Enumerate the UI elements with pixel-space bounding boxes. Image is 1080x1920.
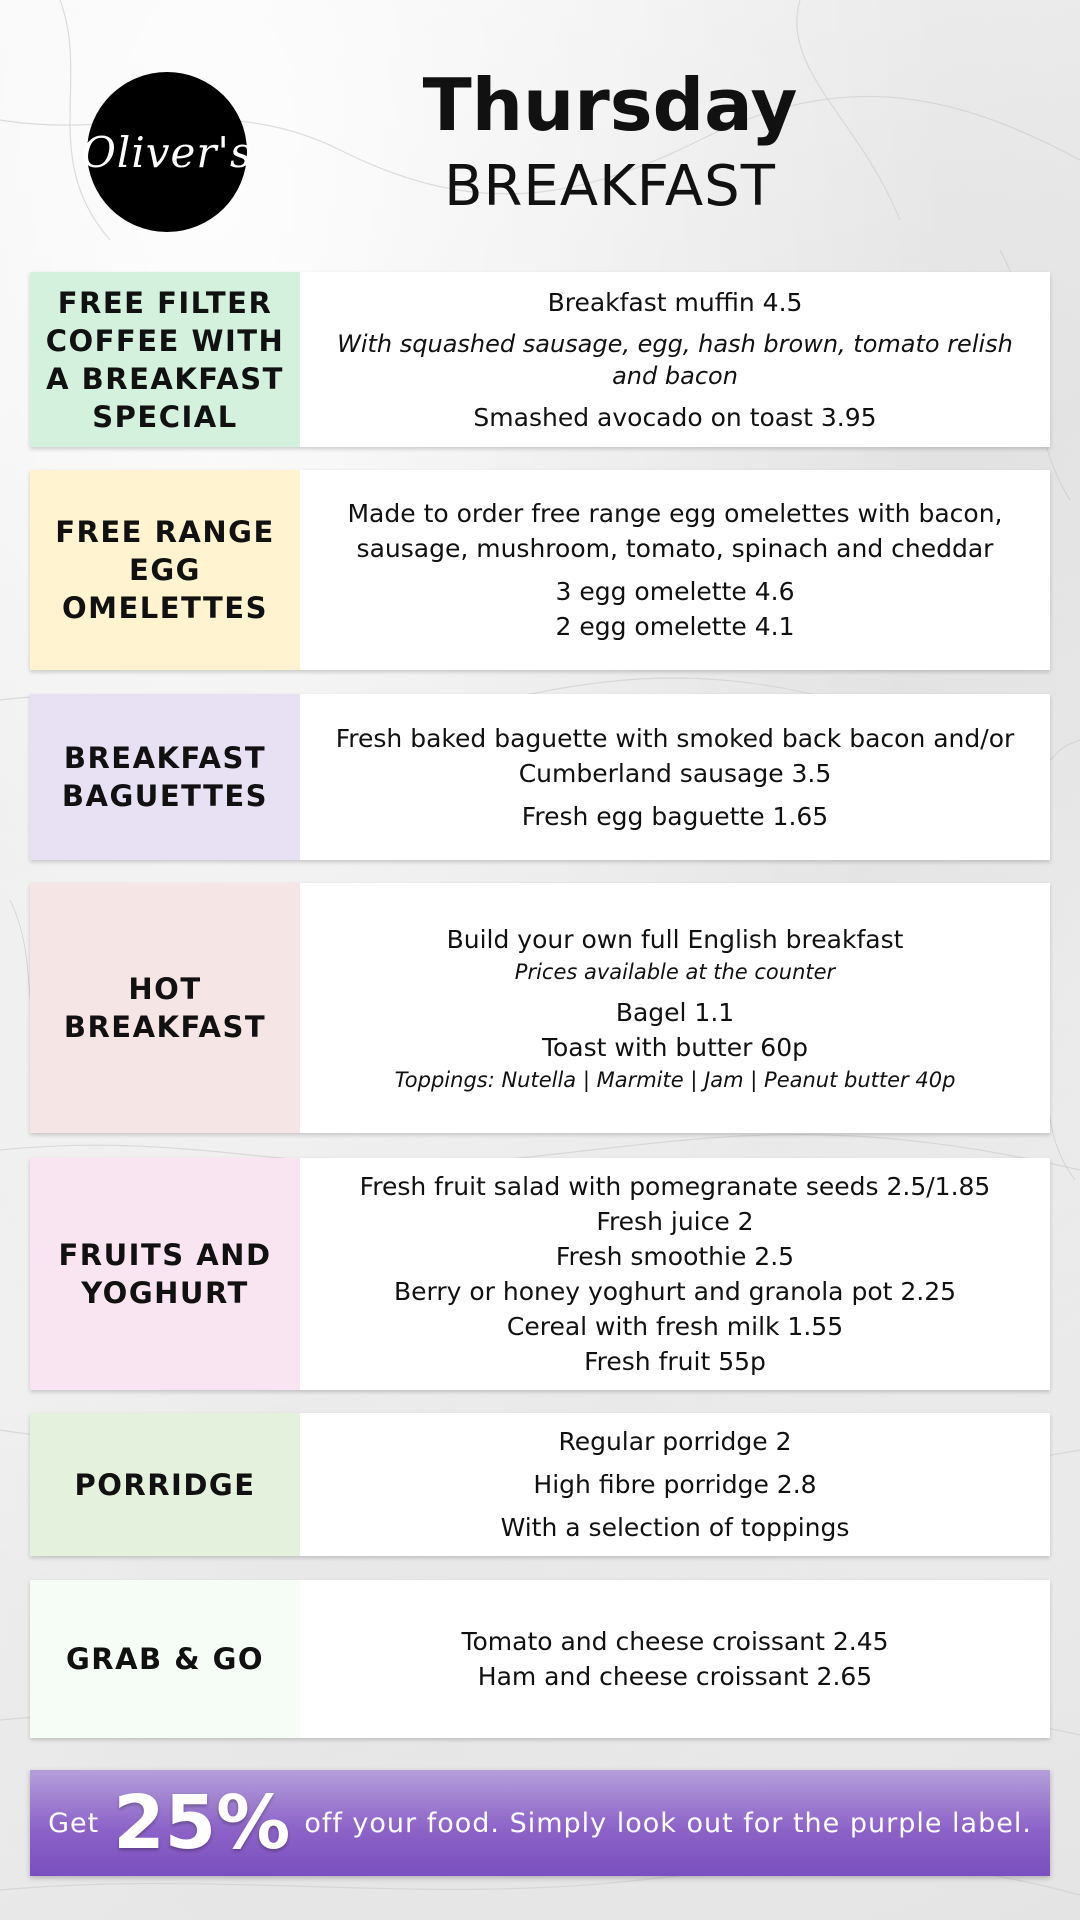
category-items [300,694,1050,860]
menu-item: High fibre porridge 2.8 [533,1470,817,1499]
category-items [300,272,1050,447]
menu-item: Tomato and cheese croissant 2.45 [461,1627,889,1656]
menu-item: Ham and cheese croissant 2.65 [477,1662,873,1691]
menu-section-baguettes [30,694,1050,860]
category-items [300,883,1050,1133]
menu-item: Fresh egg baguette 1.65 [521,801,829,831]
menu-section-hot-breakfast [30,883,1050,1133]
menu-item: Bagel 1.1 [615,997,735,1027]
promo-pre-text: Get [48,1807,100,1839]
menu-item: Fresh fruit salad with pomegranate seeds 2.5/1.85 [359,1172,991,1201]
category-label: PORRIDGE [30,1413,300,1556]
menu-item: 2 egg omelette 4.1 [555,612,795,641]
promo-post-text: off your food. Simply look out for the purple label. [304,1807,1032,1839]
menu-item: Fresh baked baguette with smoked back bacon and/or Cumberland sausage 3.5 [335,723,1015,788]
menu-section-porridge [30,1413,1050,1556]
menu-item: Berry or honey yoghurt and granola pot 2.25 [393,1277,957,1306]
day-title: Thursday [422,63,798,147]
item-note: Prices available at the counter [514,959,836,984]
category-items [300,1413,1050,1556]
menu-item: Build your own full English breakfast [446,924,904,954]
brand-logo: Oliver's [87,72,247,232]
menu-item: Cereal with fresh milk 1.55 [506,1312,844,1341]
category-items [300,1580,1050,1738]
menu-item: 3 egg omelette 4.6 [555,577,795,606]
item-description: Made to order free range egg omelettes with bacon, sausage, mushroom, tomato, spinach and cheddar [347,499,1003,563]
category-label: HOT BREAKFAST [30,883,300,1133]
item-note: With a selection of toppings [500,1513,850,1542]
menu-section-free-filter-coffee [30,272,1050,447]
menu-section-grab-and-go [30,1580,1050,1738]
category-label: FREE RANGE EGG OMELETTES [30,470,300,670]
category-items [300,1158,1050,1390]
menu-item: Regular porridge 2 [558,1427,792,1456]
item-note: Toppings: Nutella | Marmite | Jam | Peanut butter 40p [394,1067,956,1092]
menu-item: Fresh smoothie 2.5 [555,1242,795,1271]
menu-item: Fresh juice 2 [596,1207,754,1236]
category-items [300,470,1050,670]
promo-discount-percent: 25% [113,1780,291,1866]
item-description: With squashed sausage, egg, hash brown, tomato relish and bacon [337,329,1013,390]
category-label: FREE FILTER COFFEE WITH A BREAKFAST SPECIAL [30,272,300,447]
discount-promo-banner [30,1770,1050,1876]
menu-item: Fresh fruit 55p [584,1347,766,1376]
menu-item: Smashed avocado on toast 3.95 [473,402,877,432]
menu-item: Toast with butter 60p [541,1032,808,1062]
meal-title: BREAKFAST [444,154,776,219]
category-label: BREAKFAST BAGUETTES [30,694,300,860]
menu-section-fruits-yoghurt [30,1158,1050,1390]
menu-item: Breakfast muffin 4.5 [547,287,803,317]
category-label: GRAB & GO [30,1580,300,1738]
menu-section-omelettes [30,470,1050,670]
category-label: FRUITS AND YOGHURT [30,1158,300,1390]
